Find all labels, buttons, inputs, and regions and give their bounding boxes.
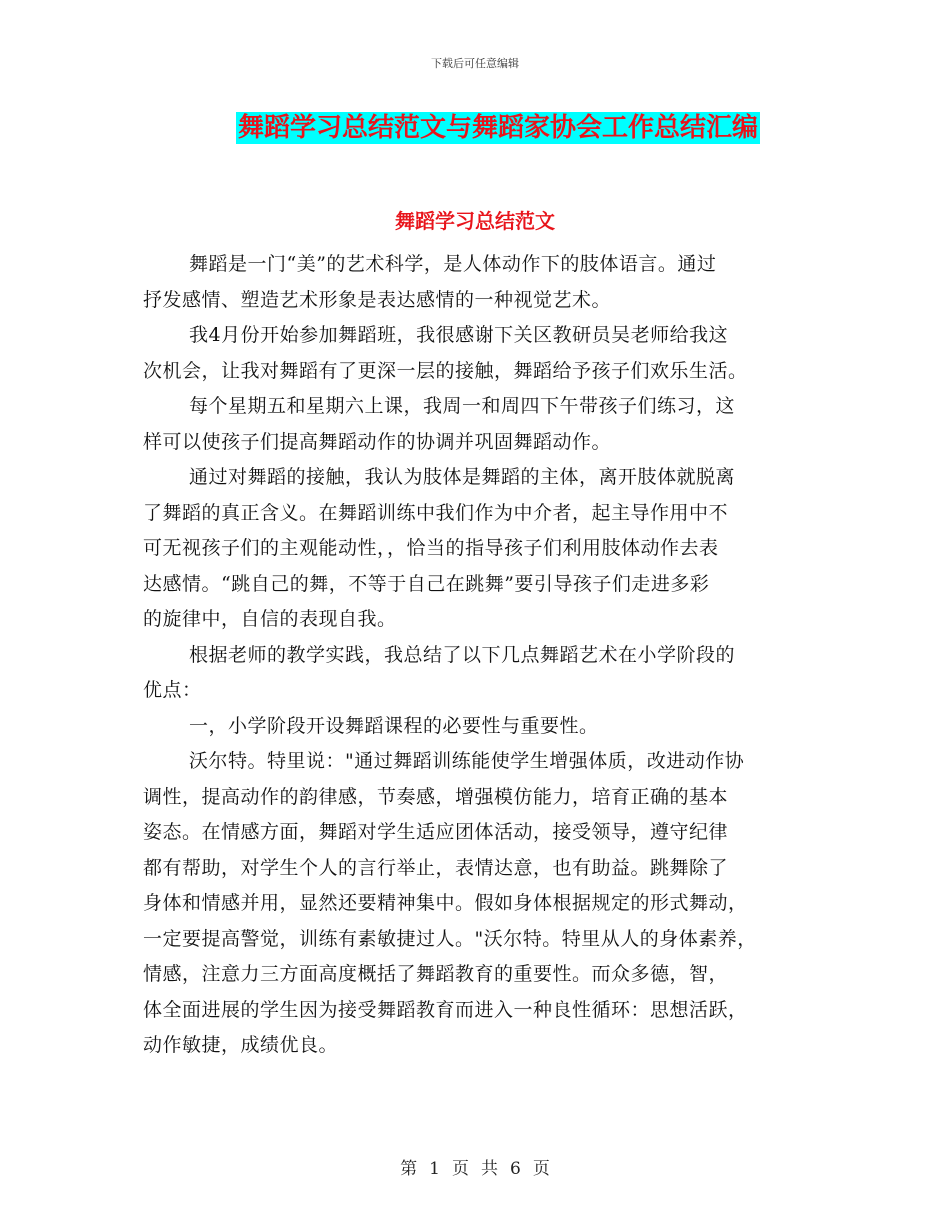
- text-line: 根据老师的教学实践，我总结了以下几点舞蹈艺术在小学阶段的: [189, 643, 736, 666]
- text-line: 通过对舞蹈的接触，我认为肢体是舞蹈的主体，离开肢体就脱离: [189, 466, 736, 488]
- text-line: 可无视孩子们的主观能动性，，恰当的指导孩子们利用肢体动作去表: [143, 537, 719, 559]
- text-line: 一，小学阶段开设舞蹈课程的必要性与重要性。: [189, 714, 599, 737]
- text-line: 次机会，让我对舞蹈有了更深一层的接触，舞蹈给予孩子们欢乐生活。: [143, 359, 748, 382]
- text-line: 的旋律中，自信的表现自我。: [143, 608, 397, 630]
- page-footer: [0, 1154, 950, 1179]
- header-note: 下载后可任意编辑: [431, 57, 519, 70]
- text-line: 舞蹈是一门“美”的艺术科学，是人体动作下的肢体语言。通过: [189, 253, 717, 275]
- text-line: 都有帮助，对学生个人的言行举止，表情达意，也有助益。跳舞除了: [143, 856, 729, 879]
- document-title: 舞蹈学习总结范文与舞蹈家协会工作总结汇编: [238, 113, 759, 143]
- section-title: 舞蹈学习总结范文: [395, 209, 555, 233]
- text-line: 我4月份开始参加舞蹈班，我很感谢下关区教研员吴老师给我这: [189, 324, 729, 346]
- text-line: 一定要提高警觉，训练有素敏捷过人。"沃尔特。特里从人的身体素养，: [143, 927, 757, 950]
- footer-suffix: 页: [532, 1159, 550, 1179]
- footer-prefix: 第: [400, 1159, 418, 1179]
- text-line: 姿态。在情感方面，舞蹈对学生适应团体活动，接受领导，遵守纪律: [143, 821, 729, 843]
- text-line: 抒发感情、塑造艺术形象是表达感情的一种视觉艺术。: [143, 288, 612, 311]
- text-line: 了舞蹈的真正含义。在舞蹈训练中我们作为中介者，起主导作用中不: [143, 501, 729, 524]
- page-total: 6: [510, 1159, 521, 1179]
- text-line: 优点：: [143, 679, 202, 701]
- body-text: [143, 247, 813, 1064]
- footer-mid: 页: [452, 1159, 469, 1179]
- text-line: 达感情。“跳自己的舞，不等于自己在跳舞”要引导孩子们走进多彩: [143, 572, 710, 595]
- text-line: 调性，提高动作的韵律感，节奏感，增强模仿能力，培育正确的基本: [143, 785, 729, 808]
- text-line: 动作敏捷，成绩优良。: [143, 1034, 339, 1056]
- text-line: 体全面进展的学生因为接受舞蹈教育而进入一种良性循环：思想活跃，: [143, 998, 748, 1021]
- text-line: 每个星期五和星期六上课，我周一和周四下午带孩子们练习，这: [189, 395, 736, 417]
- page-number: 1: [429, 1159, 440, 1179]
- text-line: 沃尔特。特里说："通过舞蹈训练能使学生增强体质，改进动作协: [189, 750, 745, 772]
- text-line: 情感，注意力三方面高度概括了舞蹈教育的重要性。而众多德，智，: [143, 963, 729, 985]
- text-line: 身体和情感并用，显然还要精神集中。假如身体根据规定的形式舞动，: [143, 892, 748, 914]
- text-line: 样可以使孩子们提高舞蹈动作的协调并巩固舞蹈动作。: [143, 430, 612, 453]
- footer-total-prefix: 共: [481, 1159, 498, 1179]
